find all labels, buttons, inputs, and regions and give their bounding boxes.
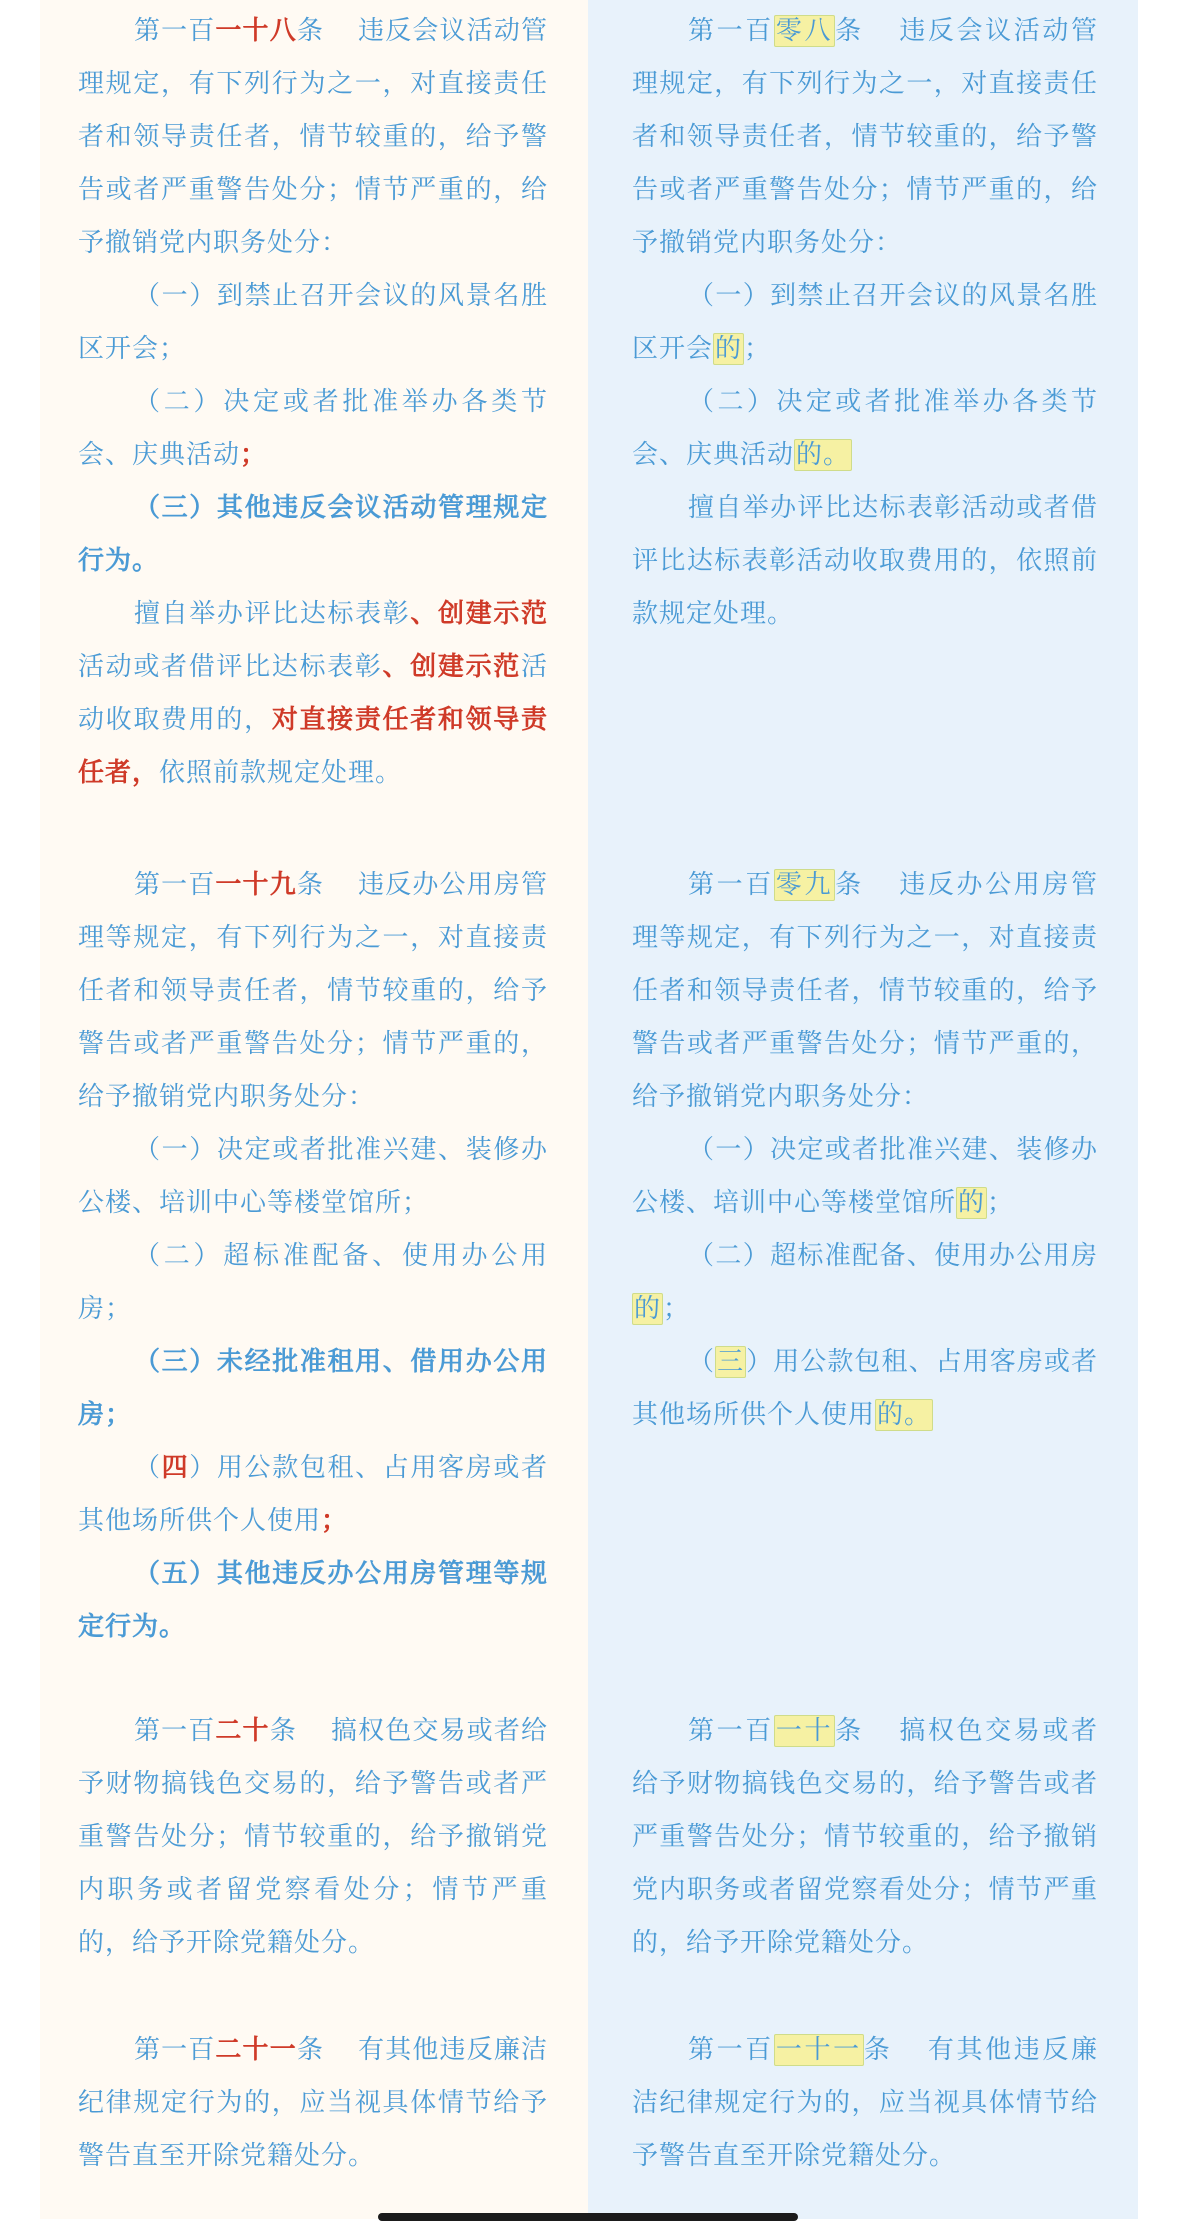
added-punctuation: ； [240,440,268,470]
added-text: 对直接责任者和领导责任者， [78,705,548,788]
article-118-paragraph [78,5,548,270]
article-suffix: 条 [296,16,324,46]
highlighted-text: 的。 [877,1400,932,1430]
article-body: 有其他违反廉洁纪律规定行为的，应当视具体情节给予警告直至开除党籍处分。 [632,2035,1098,2171]
article-108-paragraph-2: 擅自举办评比达标表彰活动或者借评比达标表彰活动收取费用的，依照前款规定处理。 [632,493,1098,629]
article-number-prefix: 第一百 [134,16,216,46]
article-suffix: 条 [835,870,864,900]
article-111 [632,2024,1098,2183]
article-body: 搞权色交易或者给予财物搞钱色交易的，给予警告或者严重警告处分；情节较重的，给予撤销党内职务或者留党察看处分；情节严重的，给予开除党籍处分。 [632,1716,1098,1958]
article-number-prefix: 第一百 [688,1716,774,1746]
item-1 [632,1124,1098,1230]
article-suffix: 条 [269,1716,297,1746]
article-number-changed: 二十 [215,1716,270,1746]
item-1: （一）到禁止召开会议的风景名胜区开会； [78,281,548,364]
left-column-new-version [40,0,588,2219]
added-punctuation: ； [321,1506,349,1536]
item-3-added: （三）未经批准租用、借用办公用房； [78,1347,548,1430]
article-118-paragraph-2 [78,588,548,800]
article-suffix: 条 [863,2035,893,2065]
article-number-prefix: 第一百 [688,2035,774,2065]
article-120 [78,1705,548,1970]
article-body: 违反会议活动管理规定，有下列行为之一，对直接责任者和领导责任者，情节较重的，给予警告或者严重警告处分；情节严重的，给予撤销党内职务处分： [632,16,1098,258]
text-run: ； [987,1188,1015,1218]
added-text: 、创建示范 [410,599,548,629]
article-number-prefix: 第一百 [134,2035,216,2065]
highlighted-text: 的 [958,1188,986,1218]
item-3 [632,1336,1098,1442]
highlighted-number: 一十一 [775,2035,862,2065]
article-121-paragraph [78,2024,548,2183]
item-5-added: （五）其他违反办公用房管理等规定行为。 [78,1559,548,1642]
item-2 [632,376,1098,482]
item-2-text: （二）决定或者批准举办各类节会、庆典活动 [78,387,548,470]
highlighted-number: 零九 [775,870,834,900]
item-4 [78,1442,548,1548]
article-body: 有其他违反廉洁纪律规定行为的，应当视具体情节给予警告直至开除党籍处分。 [78,2035,548,2171]
text-run: 依照前款规定处理。 [159,758,403,788]
article-number-prefix: 第一百 [134,870,216,900]
article-body: 违反办公用房管理等规定，有下列行为之一，对直接责任者和领导责任者，情节较重的，给予警告或者严重警告处分；情节严重的，给予撤销党内职务处分： [632,870,1098,1112]
text-run: （ [688,1347,716,1377]
article-108 [632,5,1098,641]
article-suffix: 条 [835,16,864,46]
article-suffix: 条 [835,1716,864,1746]
article-120-paragraph [78,1705,548,1970]
text-run: 活动或者借评比达标表彰 [78,652,383,682]
item-2 [632,1230,1098,1336]
text-run: （二）超标准配备、使用办公用房 [688,1241,1098,1271]
item-2: （二）超标准配备、使用办公用房； [78,1241,548,1324]
article-121 [78,2024,548,2183]
highlighted-number: 零八 [775,16,834,46]
item-1: （一）决定或者批准兴建、装修办公楼、培训中心等楼堂馆所； [78,1135,548,1218]
text-run: （一）到禁止召开会议的风景名胜区开会 [632,281,1098,364]
article-108-paragraph [632,5,1098,270]
article-number-prefix: 第一百 [688,870,774,900]
article-number-changed: 一十八 [215,16,297,46]
home-indicator-bar[interactable] [378,2213,798,2221]
changed-number: 四 [161,1453,190,1483]
article-109 [632,859,1098,1442]
article-body: 违反办公用房管理等规定，有下列行为之一，对直接责任者和领导责任者，情节较重的，给予警告或者严重警告处分；情节严重的，给予撤销党内职务处分： [78,870,548,1112]
text-run: 活动收取费用的， [78,652,548,735]
highlighted-number: 三 [717,1347,745,1377]
text-run: ； [663,1294,691,1324]
item-3-added: （三）其他违反会议活动管理规定行为。 [78,493,548,576]
article-suffix: 条 [296,2035,324,2065]
article-118 [78,5,548,800]
article-body: 违反会议活动管理规定，有下列行为之一，对直接责任者和领导责任者，情节较重的，给予警告或者严重警告处分；情节严重的，给予撤销党内职务处分： [78,16,548,258]
text-run: ）用公款包租、占用客房或者其他场所供个人使用 [78,1453,548,1536]
highlighted-text: 的。 [796,440,851,470]
article-suffix: 条 [296,870,324,900]
text-run: （ [134,1453,162,1483]
item-1 [632,270,1098,376]
article-119 [78,859,548,1654]
item-2 [78,376,548,482]
article-body: 搞权色交易或者给予财物搞钱色交易的，给予警告或者严重警告处分；情节较重的，给予撤销党内职务或者留党察看处分；情节严重的，给予开除党籍处分。 [78,1716,548,1958]
text-run: （一）决定或者批准兴建、装修办公楼、培训中心等楼堂馆所 [632,1135,1098,1218]
article-number-changed: 一十九 [215,870,297,900]
text-run: （二）决定或者批准举办各类节会、庆典活动 [632,387,1098,470]
article-number-prefix: 第一百 [134,1716,216,1746]
text-run: ）用公款包租、占用客房或者其他场所供个人使用 [632,1347,1098,1430]
highlighted-text: 的 [715,334,743,364]
text-run: ； [744,334,772,364]
article-119-paragraph [78,859,548,1124]
text-run: 擅自举办评比达标表彰 [134,599,411,629]
right-column-old-version [588,0,1138,2219]
article-number-prefix: 第一百 [688,16,774,46]
highlighted-number: 一十 [775,1716,834,1746]
article-111-paragraph [632,2024,1098,2183]
article-110 [632,1705,1098,1970]
added-text: 、创建示范 [382,652,521,682]
article-110-paragraph [632,1705,1098,1970]
highlighted-text: 的 [634,1294,662,1324]
article-109-paragraph [632,859,1098,1124]
article-number-changed: 二十一 [215,2035,297,2065]
